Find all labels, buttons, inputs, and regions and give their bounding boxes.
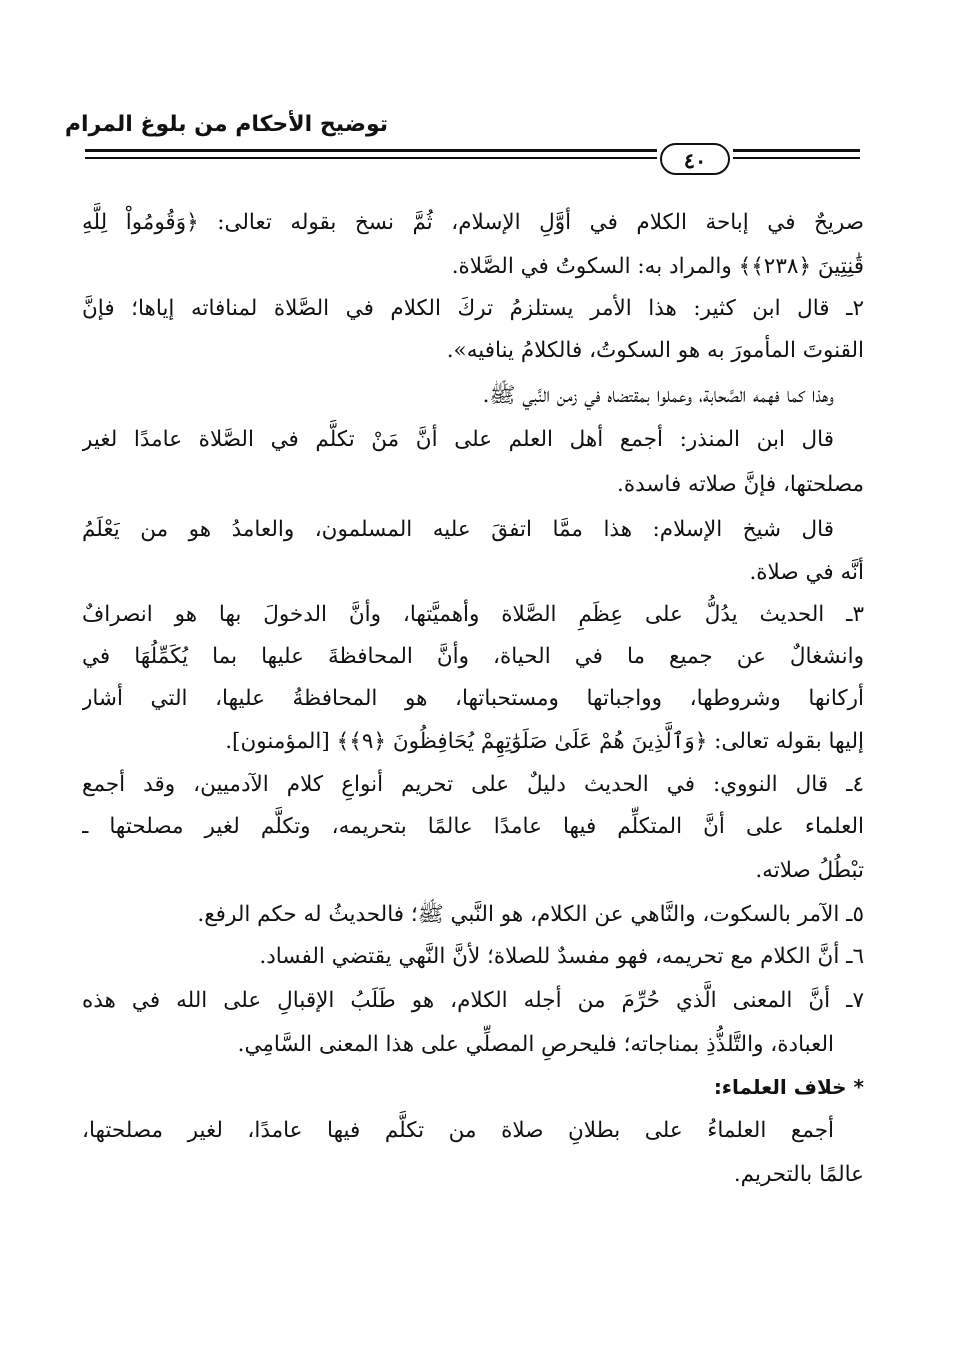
- text-line: القنوتَ المأمورَ به هو السكوتُ، فالكلامُ ينافيه».: [446, 338, 864, 363]
- text-line: إليها بقوله تعالى: ﴿وَٱلَّذِينَ هُمْ عَلَىٰ صَلَوَٰتِهِمْ يُحَافِظُونَ ﴿٩﴾﴾ [المؤمنون].: [225, 729, 864, 754]
- text-line: مصلحتها، فإنَّ صلاته فاسدة.: [617, 472, 864, 497]
- text-line: تبْطُلُ صلاته.: [755, 858, 864, 883]
- text-line: أجمع العلماءُ على بطلانِ صلاة من تكلَّم فيها عامدًا، لغير مصلحتها،: [82, 1118, 834, 1143]
- text-line: العلماء على أنَّ المتكلِّم فيها عامدًا عالمًا بتحريمه، وتكلَّم لغير مصلحتها ـ: [82, 814, 864, 839]
- text-line: قال شيخ الإسلام: هذا ممَّا اتفقَ عليه المسلمون، والعامدُ هو من يَعْلَمُ: [82, 517, 834, 542]
- text-line: ٦ـ أنَّ الكلام مع تحريمه، فهو مفسدٌ للصلاة؛ لأنَّ النَّهي يقتضي الفساد.: [259, 944, 864, 969]
- header-rule-left-thin: [85, 157, 657, 159]
- text-line: أركانها وشروطها، وواجباتها ومستحباتها، هو المحافظةُ عليها، التي أشار: [82, 686, 864, 711]
- page-number-badge: ٤٠: [660, 143, 730, 175]
- text-line: عالمًا بالتحريم.: [733, 1162, 864, 1187]
- text-line: ٤ـ قال النووي: في الحديث دليلٌ على تحريم أنواعِ كلام الآدميين، وقد أجمع: [82, 772, 864, 797]
- text-line: ٢ـ قال ابن كثير: هذا الأمر يستلزمُ تركَ الكلام في الصَّلاة لمنافاته إياها؛ فإنَّ: [82, 296, 864, 321]
- text-line: ٣ـ الحديث يدُلُّ على عِظَمِ الصَّلاة وأهميَّتها، وأنَّ الدخولَ بها هو انصرافٌ: [82, 602, 864, 627]
- text-line: أنَّه في صلاة.: [749, 560, 864, 585]
- main-text: [82, 200, 864, 1196]
- header-rule-left-thick: [85, 149, 657, 152]
- text-line: قال ابن المنذر: أجمع أهل العلم على أنَّ مَنْ تكلَّم في الصَّلاة عامدًا لغير: [82, 427, 834, 452]
- text-line: ٥ـ الآمر بالسكوت، والنَّاهي عن الكلام، هو النَّبي ﷺ؛ فالحديثُ له حكم الرفع.: [197, 902, 864, 927]
- text-line: وهذا كما فهمه الصَّحابة، وعملوا بمقتضاه في زمن النَّبي ﷺ.: [482, 383, 834, 408]
- header-rule-right-thin: [733, 157, 860, 159]
- section-heading: * خلاف العلماء:: [713, 1075, 864, 1099]
- text-line: وانشغالٌ عن جميع ما في الحياة، وأنَّ المحافظةَ عليها بما يُكَمِّلُهَا في: [82, 644, 864, 669]
- header-rule-right-thick: [733, 149, 860, 152]
- text-line: صريحٌ في إباحة الكلام في أوَّلِ الإسلام، ثُمَّ نسخ بقوله تعالى: ﴿وَقُومُواْ لِلَّهِ: [82, 210, 864, 235]
- running-header-title: توضيح الأحكام من بلوغ المرام: [64, 112, 388, 137]
- text-line: ٧ـ أنَّ المعنى الَّذي حُرِّمَ من أجله الكلام، هو طَلَبُ الإقبالِ على الله في هذه: [82, 988, 864, 1013]
- text-line: العبادة، والتَّلذُّذِ بمناجاته؛ فليحرصِ المصلِّي على هذا المعنى السَّامِي.: [237, 1032, 834, 1057]
- text-line: قَٰنِتِينَ ﴿٢٣٨﴾﴾ والمراد به: السكوتُ في الصَّلاة.: [451, 254, 864, 279]
